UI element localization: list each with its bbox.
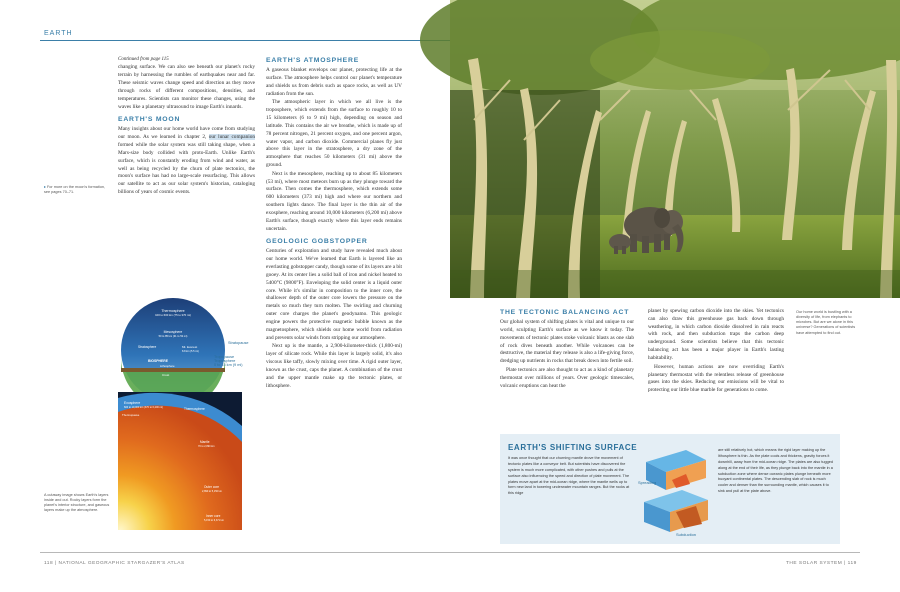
thermopause-label: Thermopause (122, 413, 140, 417)
right-bottom-rule (450, 552, 860, 553)
continued-note: Continued from page 115 (118, 57, 169, 62)
box-title: EARTH'S SHIFTING SURFACE (508, 443, 638, 452)
thermosphere-interior-label: Thermosphere (184, 407, 205, 411)
section-label: EARTH (44, 30, 73, 37)
moon-text-start: Many insights about our home world have come from studying our moon. As we learned in chapter 2, (118, 126, 255, 141)
atmosphere-heading: EARTH'S ATMOSPHERE (266, 57, 360, 64)
elephant-photo (450, 0, 900, 298)
top-rule (40, 40, 450, 41)
thermosphere-range: 100 to 600 km (75 to 370 mi) (155, 313, 191, 317)
mesosphere-label: Mesosphere (163, 330, 183, 334)
gobstopper-paragraph-1: Centuries of exploration and study have revealed much about our home world. We've learned that Earth is layered like an everlasting gobstopper candy, though some of its layers are a bit gooey. At its center lies a solid ball of iron and nickel heated to 5400°C (9800°F). Enveloping the solid center is a liquid outer core. While it's similar in composition to the inner core, the shallower depth of the outer core lowers the pressure on the metals so much they turn molten. The swirling and churning outer core charges the planet's geodynamo. This geologic engine powers the protective magnetic bubble known as the magnetosphere, which shields our home world from radiation and prevents solar winds from stripping our atmosphere. (266, 248, 403, 341)
right-page (450, 0, 900, 592)
mantle-range: 70 to 2,890 km (198, 445, 215, 448)
left-column-1 (118, 56, 255, 198)
exosphere-label: Exosphere (124, 401, 141, 405)
tectonic-paragraph-1: Our global system of shifting plates is vital and unique to our world, sculpting Earth's surface as we know it today. The movements of tectonic plates stoke volcanic blasts as one slab of rock dives beneath another. While volcanoes can be destructive, the material they release is also a life-giving force, dredging up nutrients in rocks that break down into fertile soil. (500, 319, 634, 365)
subduction-label: Subduction (676, 532, 697, 537)
photo-caption: Our home world is bustling with a diversity of life, from elephants to microbes. But are we alone in this universe? Generations of scientists have attempted to find out. (796, 310, 856, 335)
inner-core-label: Inner core (206, 514, 221, 518)
box-right-text: are still relatively hot, which means the rigid layer making up the lithosphere is thin. As the plate cools and thickens, gravity forces it downhill, away from the mid-ocean ridge. The plates are also tugged along at the end of their life, as they plunge back into the mantle in a subduction zone where dense oceanic plates plunge beneath more buoyant continental plates. The descending slab of rock is much cooler and denser than the surrounding mantle, which causes it to sink and pull at the plate above. (718, 448, 833, 494)
box-left-text: It was once thought that our churning mantle drove the movement of tectonic plates like a conveyor belt. But scientists have discovered the system is much more complicated, with other pushes and pulls at the surface also influencing the speed and direction of plate movement. The plates move apart at the mid-ocean ridge, where the mantle wells up to form new land in towering underwater mountain ranges. But the rocks at this ridge (508, 456, 630, 496)
arrow-right-icon: ▸ (44, 185, 46, 189)
diagram-caption: A cutaway image shows Earth's layers inside and out. Rocky layers form the planet's interior structure, and gaseous layers make up the atmosphere. (44, 493, 110, 513)
col2-paragraph-2: However, human actions are now overriding Earth's planetary thermostat with the relentless release of greenhouse gases into the skies. Reducing our emissions will be vital to protecting our little blue marble for generations to come. (648, 363, 784, 394)
moon-paragraph (118, 126, 255, 196)
shifting-surface-box (500, 434, 840, 544)
outer-core-label: Outer core (204, 485, 220, 489)
left-footer: 118 | NATIONAL GEOGRAPHIC STARGAZER'S ATLAS (44, 561, 185, 566)
intro-paragraph: changing surface. We can also see beneath our planet's rocky terrain by harnessing the rumbles of earthquakes near and far. These seismic waves change speed and direction as they move through rocks of different compositions, densities, and temperatures. Scientists can monitor these changes, using the waves like a planetary ultrasound to image Earth's innards. (118, 64, 255, 110)
savanna-scene (450, 0, 900, 298)
lithosphere-label: Lithosphere (160, 364, 175, 368)
earth-layers-diagram (118, 300, 249, 530)
outer-core-range: 2,890 to 5,150 km (202, 490, 223, 493)
everest-label: Mt. Everest (182, 345, 198, 349)
tectonic-heading: THE TECTONIC BALANCING ACT (500, 309, 630, 316)
atmosphere-paragraph-3: Next is the mesosphere, reaching up to about 85 kilometers (53 mi), where most meteors burn up as they plunge toward the surface. Then comes the thermosphere, which extends some 600 kilometers (373 mi) high and where our northern and southern lights dance. The final layer is the thin air of the exosphere, reaching around 10,000 kilometers (6,200 mi) above Earth's surface, though exactly where this layer ends remains uncertain. (266, 170, 402, 232)
moon-side-note (44, 185, 110, 195)
right-footer: THE SOLAR SYSTEM | 119 (786, 561, 857, 566)
crust-label: Crust (162, 373, 170, 377)
everest-height: 8.8 km (5.5 mi) (182, 350, 199, 353)
gobstopper-paragraph-2: Next up is the mantle, a 2,900-kilometer-thick (1,800-mi) layer of silicate rock. While this layer is largely solid, it's also viscous like taffy, slowly mixing over time. A rigid outer layer, known as the crust, caps the planet. A combination of the crust and the upper mantle make up the tectonic plates, or lithosphere. (266, 343, 402, 389)
right-column-1 (500, 308, 634, 392)
tropopause-label: Tropopause (214, 355, 235, 359)
stratopause-label: Stratopause (228, 341, 249, 345)
stratosphere-label: Stratosphere (138, 345, 157, 349)
plate-tectonics-diagram (636, 440, 716, 538)
troposphere-range: 0 to 15 km (9 mi) (214, 363, 243, 367)
mantle-label: Mantle (200, 440, 210, 444)
crust-band (121, 368, 225, 372)
exosphere-range: 600 to 10,000 km (370 to 6,200 mi) (124, 406, 163, 409)
moon-side-note-text: For more on the moon's formation, see pages 70–71. (44, 185, 106, 195)
right-column-2 (648, 308, 784, 396)
biosphere-label: BIOSPHERE (148, 359, 168, 363)
moon-heading: EARTH'S MOON (118, 116, 181, 124)
troposphere-label: Troposphere (214, 359, 236, 363)
spreading-label: Spreading (638, 480, 657, 485)
col2-paragraph-1: planet by spewing carbon dioxide into the skies. Yet tectonics can also draw this greenhouse gas back down through weathering, in which carbon dioxide dissolved in rain reacts with rock, and then subduction traps the carbon deep underground. Some scientists believe that this tectonic balancing act has been a major player in Earth's lasting habitability. (648, 308, 784, 361)
atmosphere-paragraph-2: The atmospheric layer in which we all live is the troposphere, which extends from the surface to roughly 10 to 15 kilometers (6 to 9 mi) high, depending on season and latitude. This contains the air we breathe, which is made up of 78 percent nitrogen, 21 percent oxygen, and one percent argon, water vapor, and carbon dioxide. Commercial planes fly just above this layer in the stratosphere, a dry zone of the atmosphere that reaches 50 kilometers (31 mi) above the ground. (266, 99, 402, 168)
mesosphere-range: 50 to 85 km (31 to 53 mi) (158, 335, 188, 338)
gobstopper-heading: GEOLOGIC GOBSTOPPER (266, 238, 368, 246)
left-bottom-rule (40, 552, 450, 553)
left-column-2 (266, 56, 402, 391)
thermosphere-label: Thermosphere (161, 309, 185, 313)
tectonic-paragraph-2: Plate tectonics are also thought to act as a kind of planetary thermostat over millions of years. Over geologic timescales, volcanic eruptions can heat the (500, 367, 634, 389)
moon-text-end: formed while the solar system was still taking shape, when a Mars-size body collided with proto-Earth. Unlike Earth's surface, which is constantly eroding from wind and water, as well as being recycled by the churn of plate tectonics, the moon's surface has had no large-scale resurfacing. This allows our satellite to act as our solar system's historian, cataloging billions of years of cosmic events. (118, 142, 255, 196)
atmosphere-paragraph-1: A gaseous blanket envelops our planet, protecting life at the surface. The atmosphere helps control our planet's temperature and shields us from debris such as space rocks, as well as UV radiation from the sun. (266, 67, 402, 97)
tree-canopy (590, 30, 770, 90)
lunar-companion-link[interactable]: our lunar companion (208, 134, 255, 141)
inner-core-range: 5,150 to 6,371 km (204, 519, 225, 522)
